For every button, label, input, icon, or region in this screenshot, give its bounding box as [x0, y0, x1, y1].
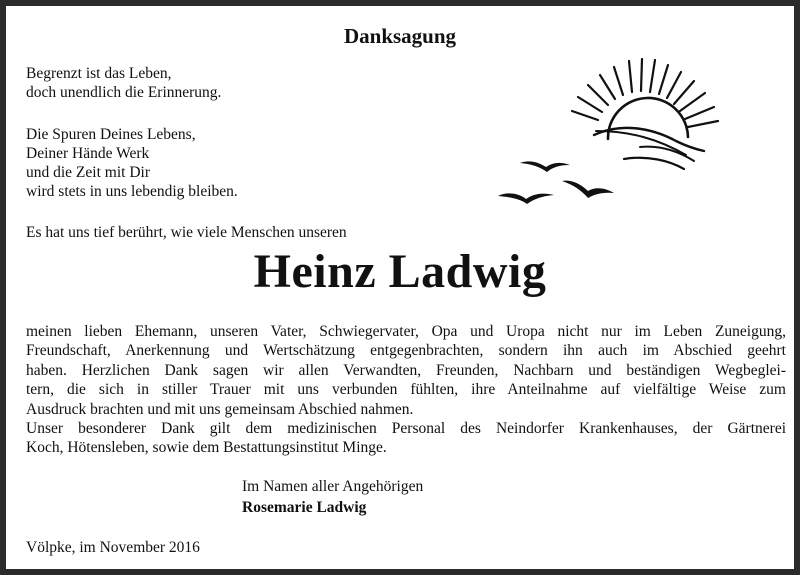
body-line: haben. Herzlichen Dank sagen wir allen Verwandten, Freunden, Nachbarn und beständigen Wegbeglei-	[26, 361, 786, 379]
signature-block	[242, 476, 423, 518]
sunset-birds-icon	[490, 51, 750, 211]
poem-stanza-1	[26, 64, 221, 102]
body-line: Unser besonderer Dank gilt dem medizinischen Personal des Neindorfer Krankenhauses, der Gärtnerei	[26, 420, 786, 438]
signature-name: Rosemarie Ladwig	[242, 499, 367, 516]
signature-intro: Im Namen aller Angehörigen	[242, 478, 424, 495]
body-line: meinen lieben Ehemann, unseren Vater, Schwiegervater, Opa und Uropa nicht nur im Leben Zuneigung,	[26, 323, 786, 340]
poem-line: und die Zeit mit Dir	[26, 164, 150, 181]
poem-line: Deiner Hände Werk	[26, 145, 150, 162]
place-date: Völpke, im November 2016	[26, 539, 200, 556]
poem-line: Begrenzt ist das Leben,	[26, 65, 172, 82]
poem-stanza-2	[26, 125, 238, 201]
poem-line: Die Spuren Deines Lebens,	[26, 126, 196, 143]
body-line: Koch, Hötensleben, sowie dem Bestattungsinstitut Minge.	[26, 439, 387, 457]
poem-line: wird stets in uns lebendig bleiben.	[26, 183, 238, 200]
body-line: tern, die sich in stiller Trauer mit uns verbunden fühlten, ihre Anteilnahme auf vielfältige Weise zum	[26, 381, 786, 399]
notice-title: Danksagung	[343, 24, 457, 48]
body-line: Freundschaft, Anerkennung und Wertschätzung entgegenbrachten, sondern ihn auch im Abschied geehrt	[26, 342, 786, 360]
body-line: Ausdruck brachten und mit uns gemeinsam Abschied nahmen.	[26, 400, 414, 418]
deceased-name: Heinz Ladwig	[253, 245, 547, 298]
poem-line: doch unendlich die Erinnerung.	[26, 84, 222, 101]
lead-in-text: Es hat uns tief berührt, wie viele Menschen unseren	[26, 224, 347, 241]
thank-you-text	[26, 322, 786, 458]
